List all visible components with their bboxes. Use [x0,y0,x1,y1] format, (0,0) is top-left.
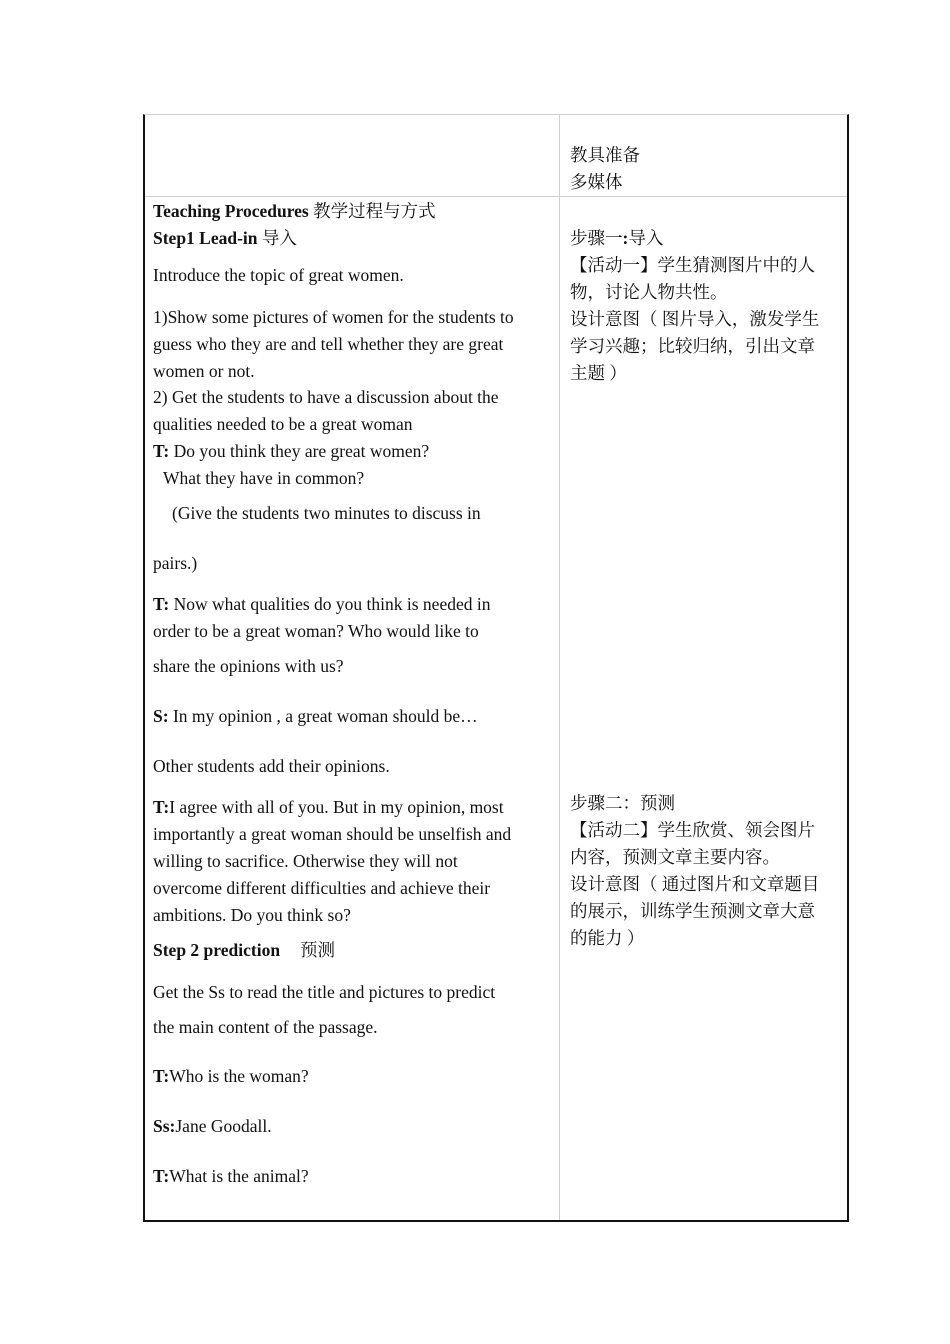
row-divider [145,196,847,197]
prediction-instruction: Get the Ss to read the title and pictures to predict [153,982,496,1002]
teacher-opinion-line: ambitions. Do you think so? [153,905,351,925]
design1-line: 主题 ） [570,363,627,383]
activity2-line: 【活动二】学生欣赏、领会图片 [570,820,815,840]
activity1-line: 【活动一】学生猜测图片中的人 [570,255,815,275]
student-answer: S: In my opinion , a great woman should be… [153,706,478,726]
teacher-question-3: T:Who is the woman? [153,1066,309,1086]
design2-line: 设计意图（ 通过图片和文章题目 [570,874,820,894]
p1-line: women or not. [153,361,255,381]
step1-cn-heading: 步骤一:导入 [570,228,664,248]
p2-line: 2) Get the students to have a discussion about the [153,387,499,407]
teacher-question-2-line2: order to be a great woman? Who would like to [153,621,479,641]
p1-line: 1)Show some pictures of women for the students to [153,307,514,327]
design2-line: 的展示，训练学生预测文章大意 [570,901,815,921]
design2-line: 的能力 ） [570,928,645,948]
other-students-text: Other students add their opinions. [153,756,390,776]
p1-line: guess who they are and tell whether they are great [153,334,504,354]
p2-line: qualities needed to be a great woman [153,414,413,434]
prediction-instruction-line2: the main content of the passage. [153,1017,378,1037]
intro-text: Introduce the topic of great women. [153,265,404,285]
teacher-question-1: T: Do you think they are great women? [153,441,430,461]
teacher-opinion-line: willing to sacrifice. Otherwise they will not [153,851,458,871]
teacher-question-2-line3: share the opinions with us? [153,656,344,676]
teacher-opinion: T:I agree with all of you. But in my opinion, most [153,797,504,817]
students-answer: Ss:Jane Goodall. [153,1116,272,1136]
step2-cn-heading: 步骤二：预测 [570,793,675,813]
step1-heading: Step1 Lead-in 导入 [153,228,297,248]
teacher-opinion-line: overcome different difficulties and achieve their [153,878,491,898]
activity1-line: 物，讨论人物共性。 [570,282,728,302]
discussion-instruction: (Give the students two minutes to discuss in [172,503,481,523]
teacher-question-4: T:What is the animal? [153,1166,309,1186]
teacher-question-2: T: Now what qualities do you think is needed in [153,594,491,614]
procedures-heading: Teaching Procedures 教学过程与方式 [153,201,436,221]
teaching-aids-label: 教具准备 [570,145,640,165]
step2-heading: Step 2 prediction 预测 [153,940,336,960]
teaching-aids-value: 多媒体 [570,172,623,192]
design1-line: 学习兴趣；比较归纳，引出文章 [570,336,815,356]
activity2-line: 内容，预测文章主要内容。 [570,847,780,867]
discussion-instruction-end: pairs.) [153,553,198,573]
teacher-opinion-line: importantly a great woman should be unselfish and [153,824,512,844]
teacher-question-1-line2: What they have in common? [163,468,365,488]
column-divider [559,114,560,1220]
design1-line: 设计意图（ 图片导入，激发学生 [570,309,820,329]
